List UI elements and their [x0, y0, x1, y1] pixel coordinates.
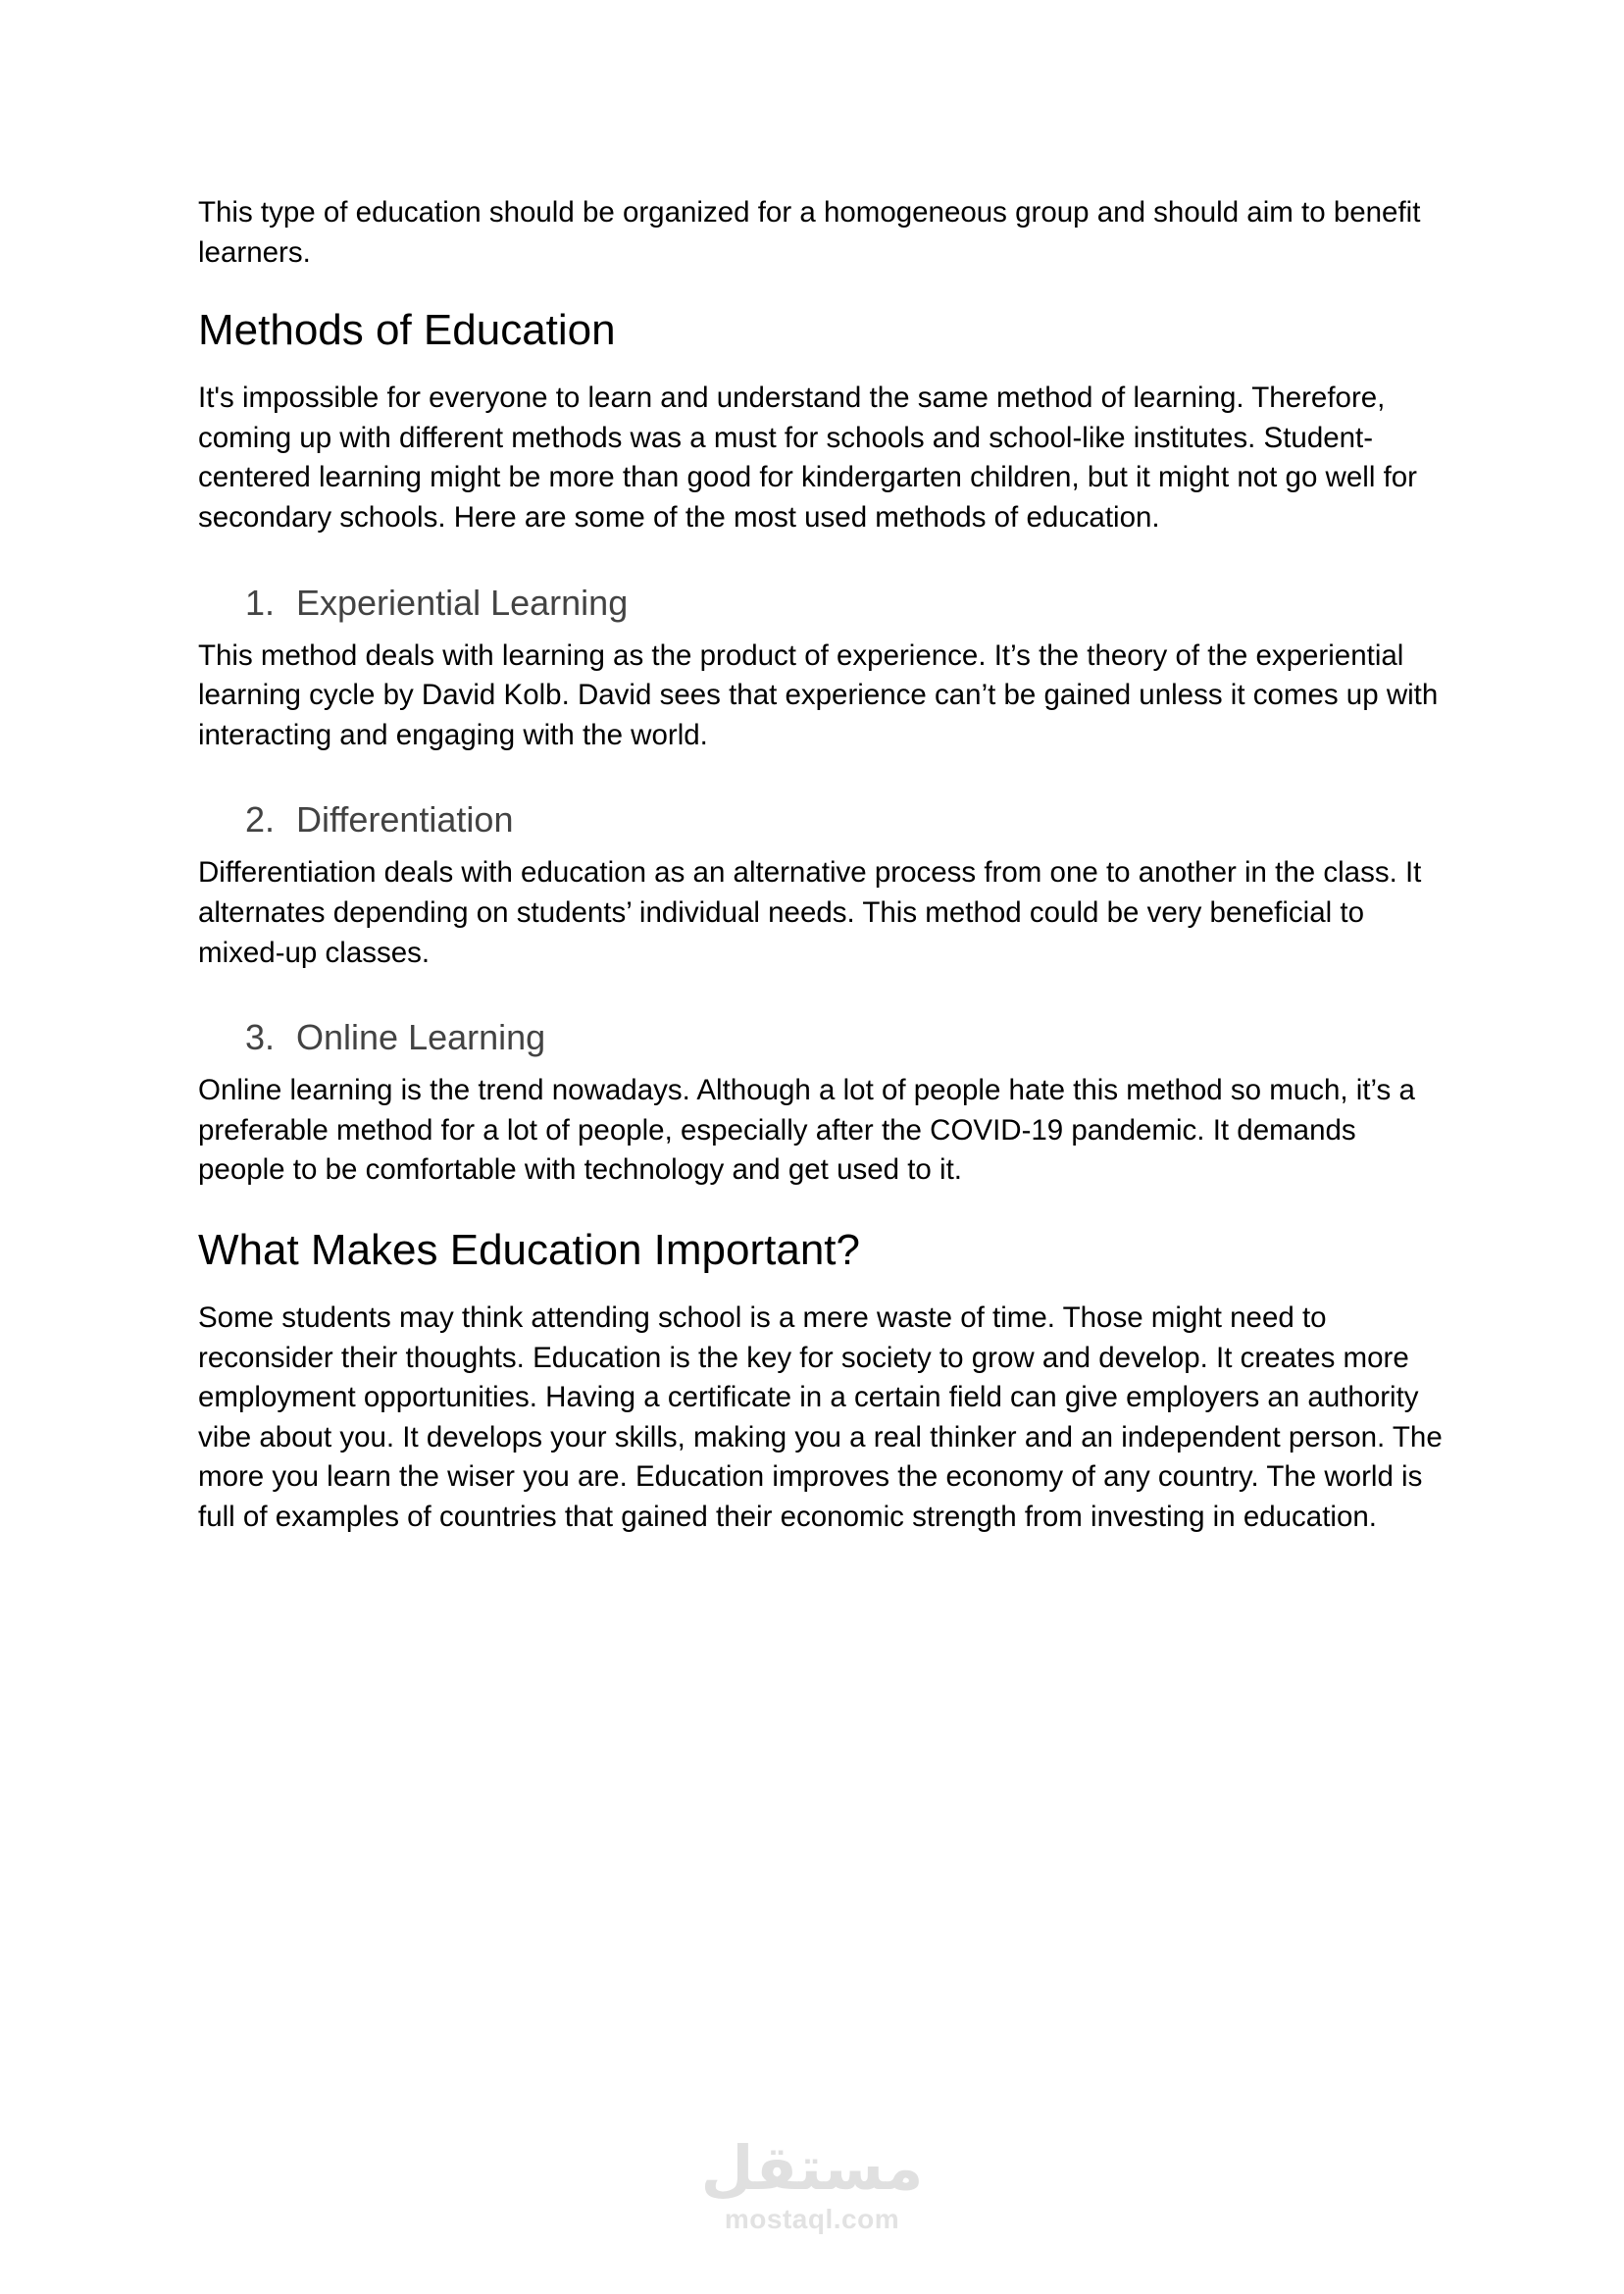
method-title: Differentiation: [296, 799, 514, 841]
method-number: 2.: [245, 799, 276, 841]
watermark-domain: mostaql.com: [724, 2204, 900, 2234]
method-title: Online Learning: [296, 1017, 546, 1058]
document-content: [198, 193, 1444, 1537]
method-title: Experiential Learning: [296, 582, 629, 623]
mostaql-watermark: [0, 2134, 1624, 2236]
method-number: 1.: [245, 582, 276, 623]
method-heading-differentiation: [198, 798, 1444, 841]
importance-heading: What Makes Education Important?: [198, 1225, 860, 1274]
mostaql-logo: مستقل: [700, 2132, 924, 2204]
methods-heading: Methods of Education: [198, 306, 616, 355]
method-paragraph-online-learning: Online learning is the trend nowadays. Although a lot of people hate this method so much, it’s a preferable method for a lot of people, especially after the COVID-19 pandemic. It demands people to be comfortable with technology and get used to it.: [198, 1074, 1415, 1187]
method-paragraph-experiential: This method deals with learning as the product of experience. It’s the theory of the experiential learning cycle by David Kolb. David sees that experience can’t be gained unless it comes up with interacting and engaging with the world.: [198, 638, 1439, 751]
importance-paragraph: Some students may think attending school is a mere waste of time. Those might need to reconsider their thoughts. Education is the key for society to grow and develop. It creates more employment opportunities. Having a certificate in a certain field can give employers an authority vibe about you. It develops your skills, making you a real thinker and an independent person. The more you learn the wiser you are. Education improves the economy of any country. The world is full of examples of countries that gained their economic strength from investing in education.: [198, 1300, 1443, 1533]
method-heading-experiential: [198, 582, 1444, 625]
methods-intro-paragraph: It's impossible for everyone to learn and understand the same method of learning. Therefore, coming up with different methods was a must for schools and school-like institutes. Student-centered learning might be more than good for kindergarten children, but it might not go well for secondary schools. Here are some of the most used methods of education.: [198, 382, 1417, 534]
intro-paragraph: This type of education should be organized for a homogeneous group and should aim to benefit learners.: [198, 196, 1421, 269]
method-heading-online-learning: [198, 1016, 1444, 1059]
method-number: 3.: [245, 1017, 276, 1058]
method-paragraph-differentiation: Differentiation deals with education as an alternative process from one to another in the class. It alternates depending on students’ individual needs. This method could be very beneficial to mixed-up classes.: [198, 856, 1422, 969]
